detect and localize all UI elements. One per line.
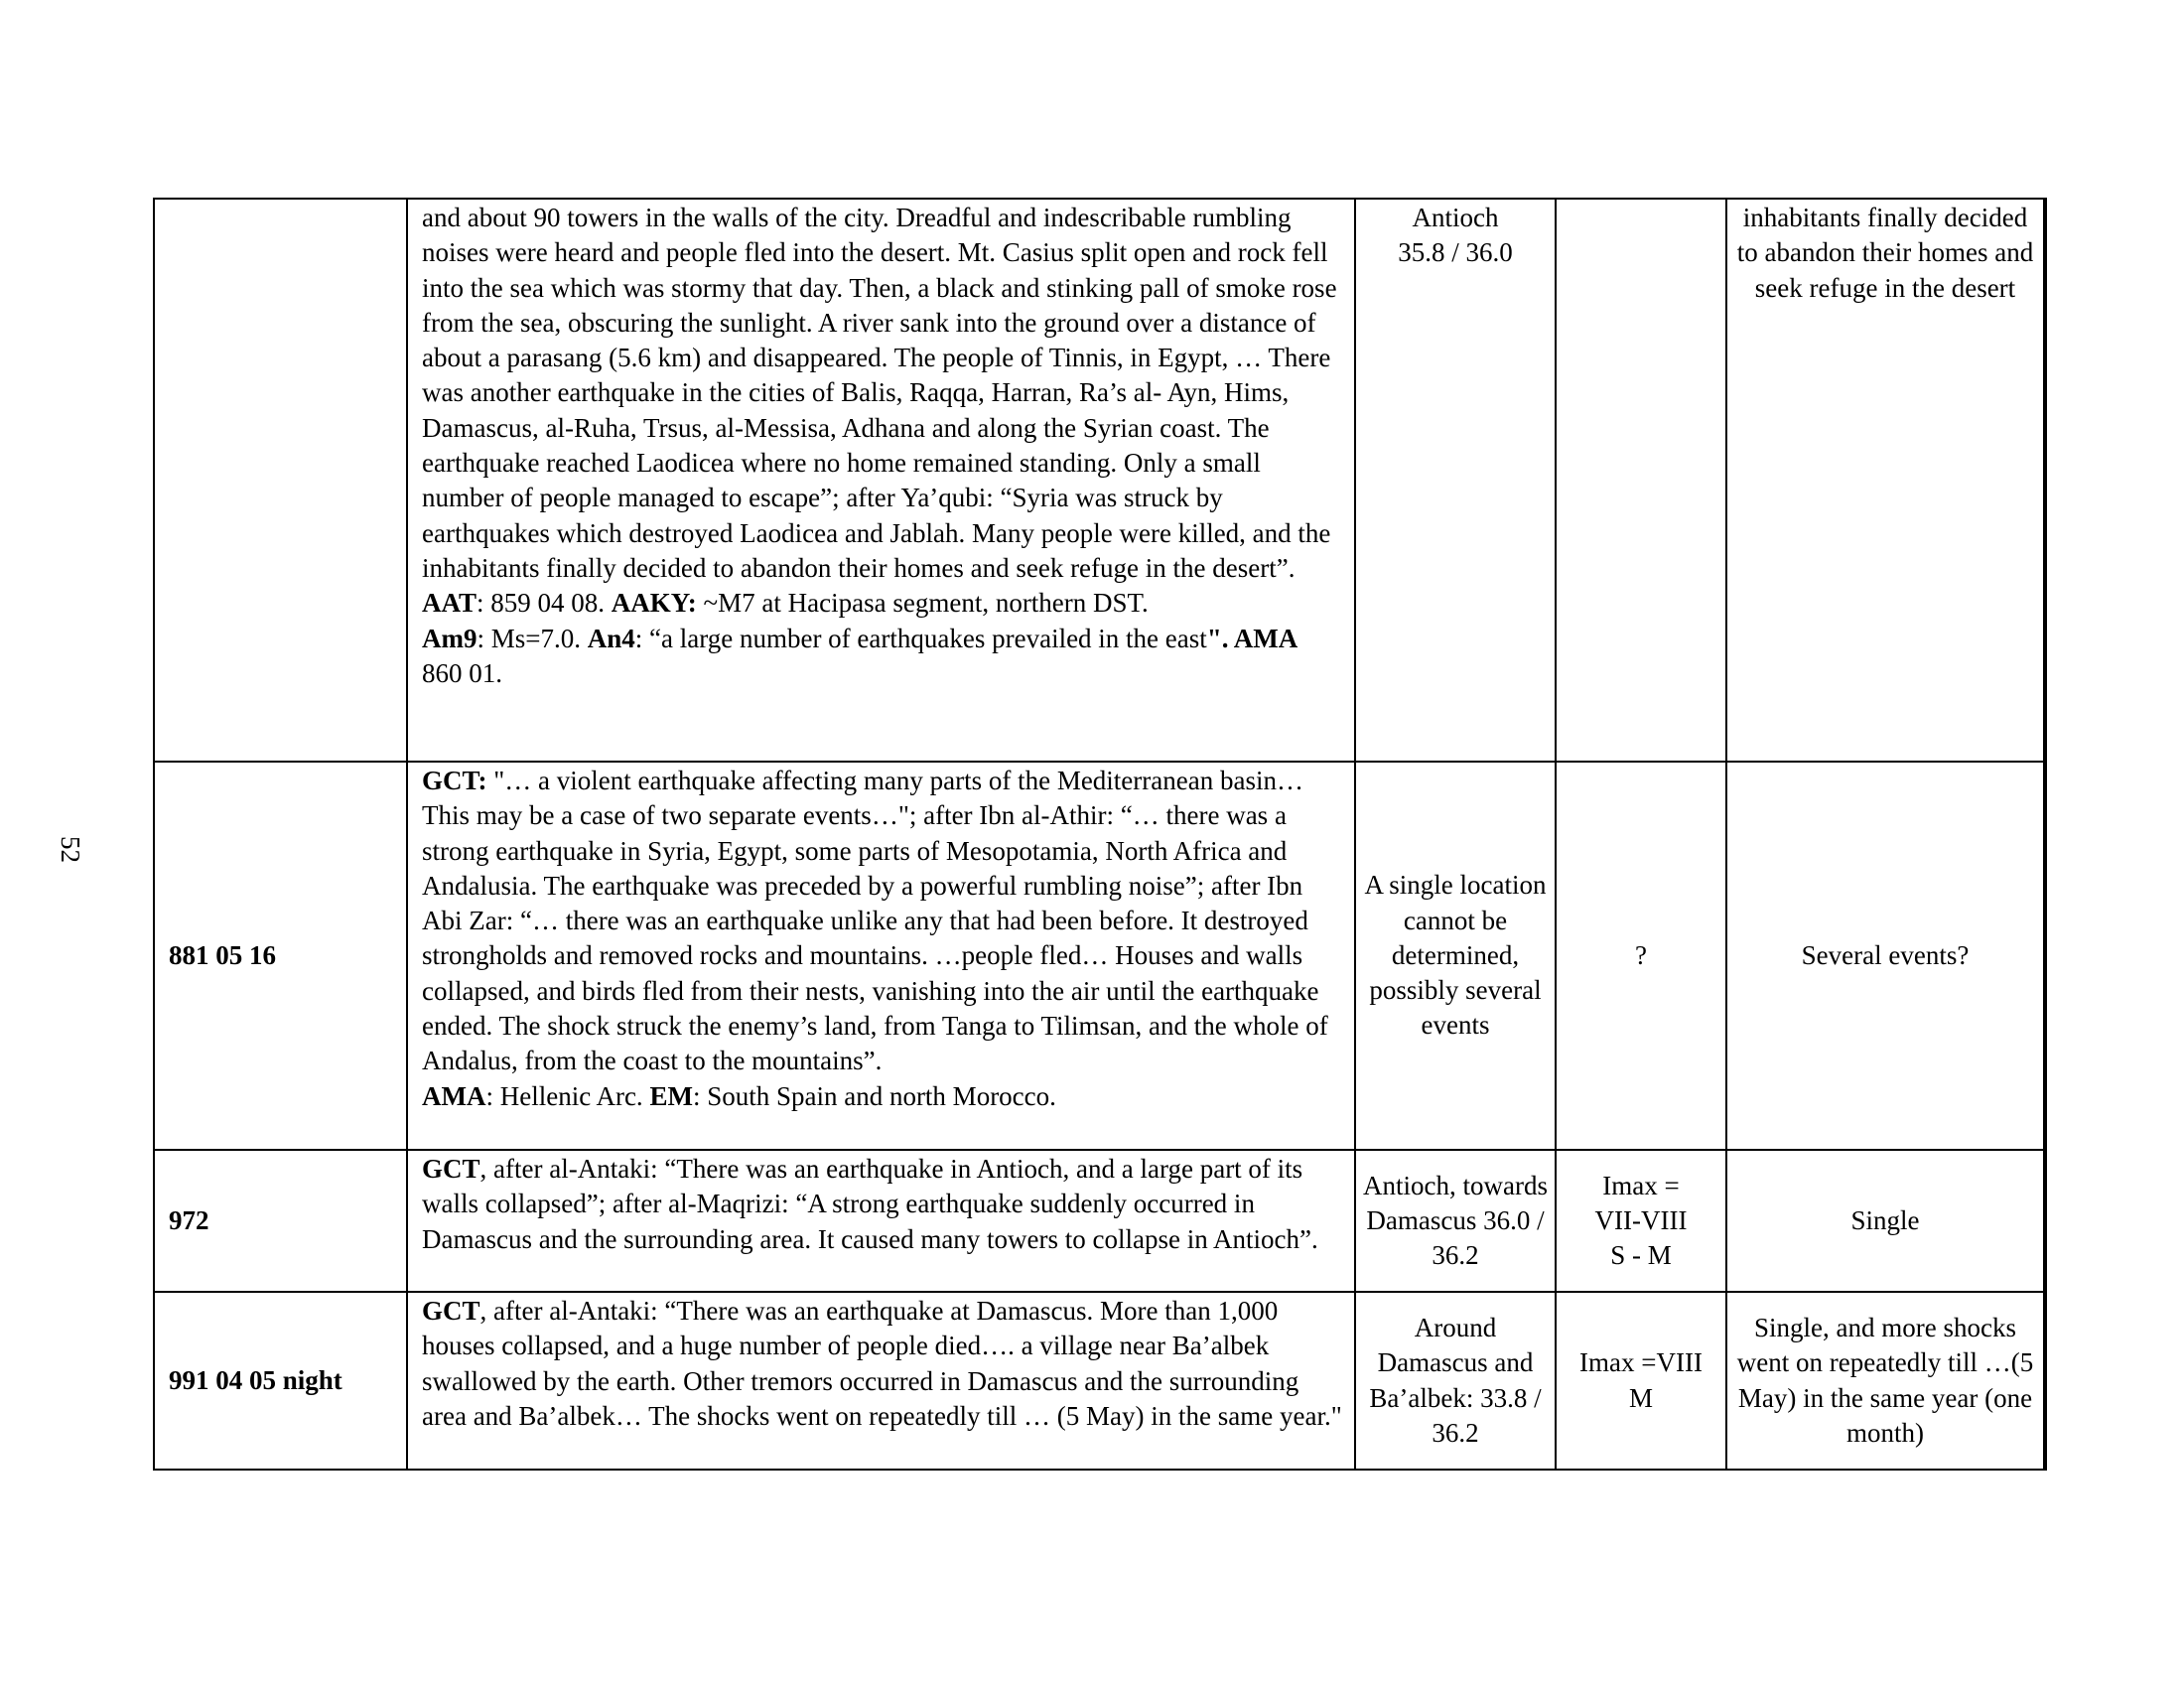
- date-cell: [154, 199, 407, 762]
- source-abbreviation: Am9: [422, 623, 478, 653]
- description-text: : Ms=7.0.: [477, 623, 588, 653]
- location-cell: Around Damascus and Ba’albek: 33.8 / 36.2: [1355, 1292, 1556, 1470]
- location-cell: Antioch 35.8 / 36.0: [1355, 199, 1556, 762]
- source-abbreviation: AAT: [422, 588, 478, 619]
- description-cell: [407, 762, 1355, 1150]
- description-text: "… a violent earthquake affecting many parts of the Mediterranean basin… This may be a case of two separate events…"; after Ibn al-Athir: “… there was a strong earthquake in Syria, Egypt, some parts of Mesopotamia, North Africa and Andalusia. The earthquake was preceded by a powerful rumbling noise”; after Ibn Abi Zar: “… there was an earthquake unlike any that had been before. It destroyed strongholds and removed rocks and mountains. …people fled… Houses and walls collapsed, and birds fled from their nests, vanishing into the air until the earthquake ended. The shock struck the enemy’s land, from Tanga to Tilimsan, and the whole of Andalus, from the coast to the mountains”.: [422, 766, 1328, 1076]
- earthquake-catalogue-table: [153, 198, 2047, 1471]
- intensity-cell: [1556, 199, 1726, 762]
- description-text: : South Spain and north Morocco.: [692, 1080, 1056, 1111]
- date-cell: 881 05 16: [154, 762, 407, 1150]
- note-cell: Single, and more shocks went on repeatedly till …(5 May) in the same year (one month): [1726, 1292, 2045, 1470]
- date-cell: 991 04 05 night: [154, 1292, 407, 1470]
- source-abbreviation: ". AMA: [1206, 623, 1298, 653]
- description-cell: [407, 1292, 1355, 1470]
- description-cell: [407, 199, 1355, 762]
- date-cell: 972: [154, 1150, 407, 1292]
- intensity-cell: ?: [1556, 762, 1726, 1150]
- table-row: [154, 199, 2045, 762]
- description-text: : 859 04 08.: [477, 588, 612, 619]
- source-abbreviation: AMA: [422, 1080, 486, 1111]
- location-cell: Antioch, towards Damascus 36.0 / 36.2: [1355, 1150, 1556, 1292]
- source-abbreviation: EM: [649, 1080, 693, 1111]
- note-cell: Single: [1726, 1150, 2045, 1292]
- table-row: [154, 1292, 2045, 1470]
- page-number: 52: [56, 836, 85, 863]
- description-cell: [407, 1150, 1355, 1292]
- description-text: 860 01.: [422, 657, 502, 688]
- source-abbreviation: GCT:: [422, 766, 487, 795]
- table-row: [154, 762, 2045, 1150]
- intensity-cell: Imax =VIII M: [1556, 1292, 1726, 1470]
- description-text: ~M7 at Hacipasa segment, northern DST.: [696, 588, 1149, 619]
- description-text: and about 90 towers in the walls of the city. Dreadful and indescribable rumbling noises were heard and people fled into the desert. Mt. Casius split open and rock fell into the sea which was stormy that day. Then, a black and stinking pall of smoke rose from the sea, obscuring the sunlight. A river sank into the ground over a distance of about a parasang (5.6 km) and disappeared. The people of Tinnis, in Egypt, … There was another earthquake in the cities of Balis, Raqqa, Harran, Ra’s al- Ayn, Hims, Damascus, al-Ruha, Trsus, al-Messisa, Adhana and along the Syrian coast. The earthquake reached Laodicea where no home remained standing. Only a small number of people managed to escape”; after Ya’qubi: “Syria was struck by earthquakes which destroyed Laodicea and Jablah. Many people were killed, and the inhabitants finally decided to abandon their homes and seek refuge in the desert”.: [422, 203, 1337, 583]
- description-text: : Hellenic Arc.: [485, 1080, 650, 1111]
- intensity-cell: Imax = VII-VIII S - M: [1556, 1150, 1726, 1292]
- note-cell: Several events?: [1726, 762, 2045, 1150]
- source-abbreviation: GCT: [422, 1154, 480, 1184]
- description-text: : “a large number of earthquakes prevailed in the east: [634, 623, 1207, 653]
- source-abbreviation: AAKY:: [611, 588, 697, 619]
- description-text: , after al-Antaki: “There was an earthquake in Antioch, and a large part of its walls collapsed”; after al-Maqrizi: “A strong earthquake suddenly occurred in Damascus and the surrounding area. It caused many towers to collapse in Antioch”.: [422, 1154, 1318, 1254]
- location-cell: A single location cannot be determined, possibly several events: [1355, 762, 1556, 1150]
- source-abbreviation: An4: [587, 623, 635, 653]
- table-row: [154, 1150, 2045, 1292]
- note-cell: inhabitants finally decided to abandon their homes and seek refuge in the desert: [1726, 199, 2045, 762]
- source-abbreviation: GCT: [422, 1296, 480, 1326]
- description-text: , after al-Antaki: “There was an earthquake at Damascus. More than 1,000 houses collapsed, and a huge number of people died…. a village near Ba’albek swallowed by the earth. Other tremors occurred in Damascus and the surrounding area and Ba’albek… The shocks went on repeatedly till … (5 May) in the same year.": [422, 1296, 1342, 1431]
